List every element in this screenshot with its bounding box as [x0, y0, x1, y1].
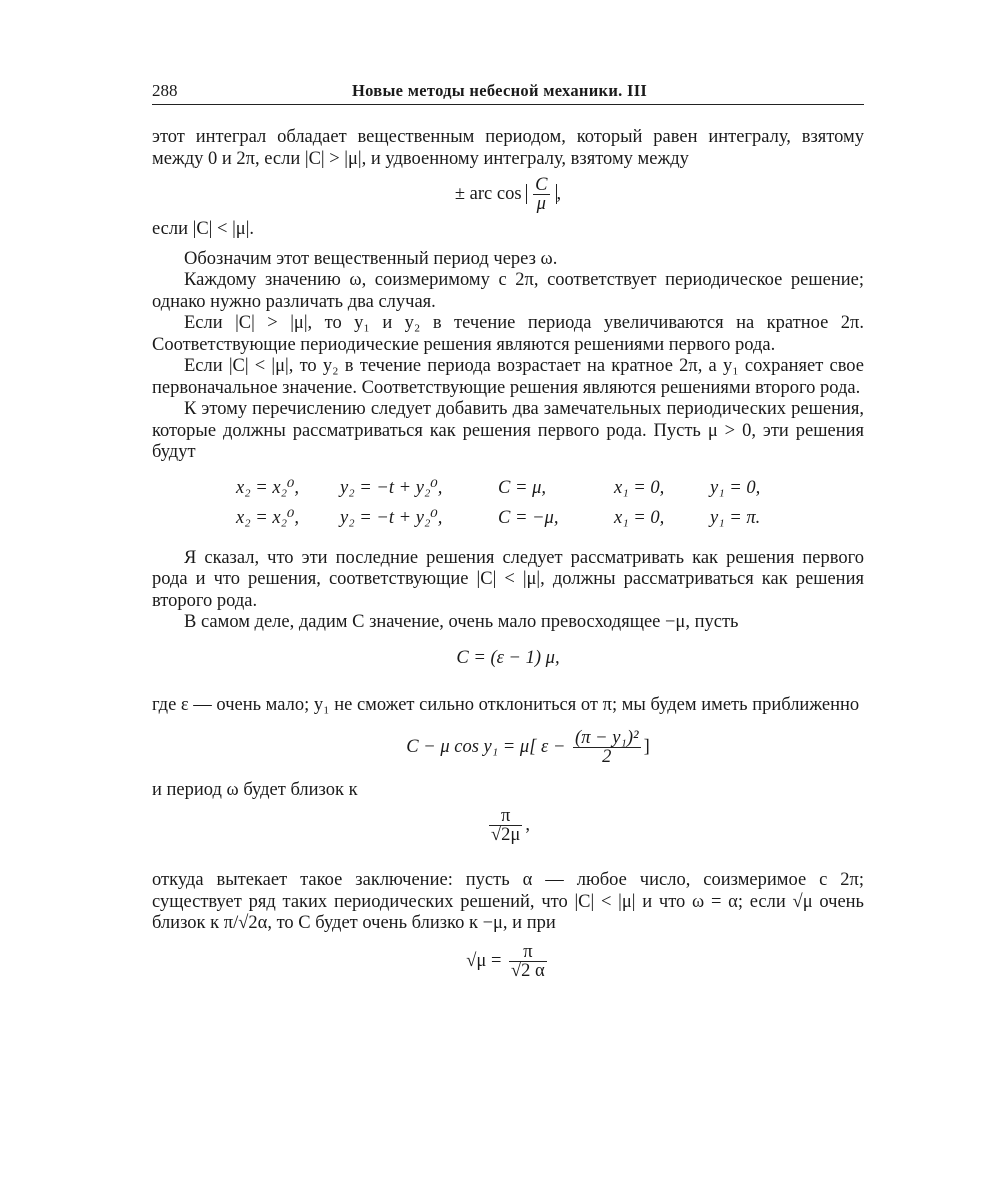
sys-r1-x2: x₂ = x₂⁰,: [236, 477, 300, 498]
paragraph-11: и период ω будет близок к: [152, 779, 358, 800]
paragraph-12: откуда вытекает такое заключение: пусть α — любое число, соизмеримое с 2π; существует ряд таких периодических решений, что |C| < |μ| и что ω = α; если √μ очень близок к π/√2α, то C будет очень близко к −μ, и при: [152, 870, 864, 933]
eq5-left: √μ =: [466, 950, 502, 971]
eq1-suffix: ,: [556, 183, 562, 204]
sys-r2-c: C = −μ,: [498, 507, 559, 528]
eq4-numerator: π: [489, 807, 522, 826]
sys-r1-c: C = μ,: [498, 477, 546, 498]
system-row-1: [236, 474, 776, 504]
paragraph-7: К этому перечислению следует добавить два замечательных периодических решения, которые должны рассматриваться как решения первого рода. Пусть μ > 0, эти решения будут: [152, 399, 864, 462]
sys-r2-x2: x₂ = x₂⁰,: [236, 507, 300, 528]
paragraph-1: этот интеграл обладает вещественным периодом, который равен интегралу, взятому между 0 и 2π, если |C| > |μ|, и удвоенному интегралу, взятому между: [152, 127, 864, 169]
equation-2: C = (ε − 1) μ,: [456, 647, 560, 668]
system-row-2: [236, 504, 776, 534]
paragraph-3: Обозначим этот вещественный период через ω.: [184, 248, 558, 269]
eq3-left: C − μ cos y₁ = μ[ ε −: [406, 736, 566, 757]
eq4-denominator: √2μ: [491, 825, 521, 845]
running-header: [152, 78, 864, 105]
paragraph-2: если |C| < |μ|.: [152, 219, 255, 239]
paragraph-9: В самом деле, дадим C значение, очень мало превосходящее −μ, пусть: [184, 612, 739, 632]
equation-1: [152, 176, 864, 213]
eq1-prefix: ± arc cos: [454, 183, 522, 204]
running-title: Новые методы небесной механики. III: [352, 81, 648, 100]
sys-r1-y2: y₂ = −t + y₂⁰,: [340, 477, 443, 498]
sys-r1-y1: y₁ = 0,: [710, 477, 761, 498]
paragraph-5: Если |C| > |μ|, то y₁ и y₂ в течение периода увеличиваются на кратное 2π. Соответствующие периодические решения являются решениями первого рода.: [152, 313, 864, 355]
sys-r1-x1: x₁ = 0,: [614, 477, 665, 498]
paragraph-6: Если |C| < |μ|, то y₂ в течение периода возрастает на кратное 2π, а y₁ сохраняет свое первоначальное значение. Соответствующие решения являются решениями второго рода.: [152, 356, 864, 398]
equation-3: [192, 729, 864, 766]
eq1-numerator: C: [535, 175, 548, 195]
eq1-denominator: μ: [536, 194, 546, 214]
eq5-denominator: √2 α: [511, 960, 545, 981]
equation-5: [152, 943, 864, 980]
paragraph-8: Я сказал, что эти последние решения следует рассматривать как решения первого рода и что решения, соответствующие |C| < |μ|, должны рассматриваться как решения второго рода.: [152, 547, 864, 611]
paragraph-10: где ε — очень мало; y₁ не сможет сильно отклониться от π; мы будем иметь приближенно: [152, 695, 860, 715]
equation-4: [152, 807, 864, 844]
page: [152, 78, 864, 980]
sys-r2-x1: x₁ = 0,: [614, 507, 665, 528]
paragraph-4: Каждому значению ω, соизмеримому с 2π, соответствует периодическое решение; однако нужно различать два случая.: [152, 270, 864, 312]
eq4-suffix: ,: [525, 814, 530, 835]
eq3-right: ]: [643, 736, 650, 757]
sys-r2-y2: y₂ = −t + y₂⁰,: [340, 507, 443, 528]
eq5-numerator: π: [509, 943, 547, 962]
eq3-numerator: (π − y₁)²: [575, 727, 639, 748]
sys-r2-y1: y₁ = π.: [710, 507, 761, 528]
page-number: 288: [152, 81, 178, 100]
eq3-denominator: 2: [602, 746, 612, 767]
solution-system: [236, 474, 776, 534]
